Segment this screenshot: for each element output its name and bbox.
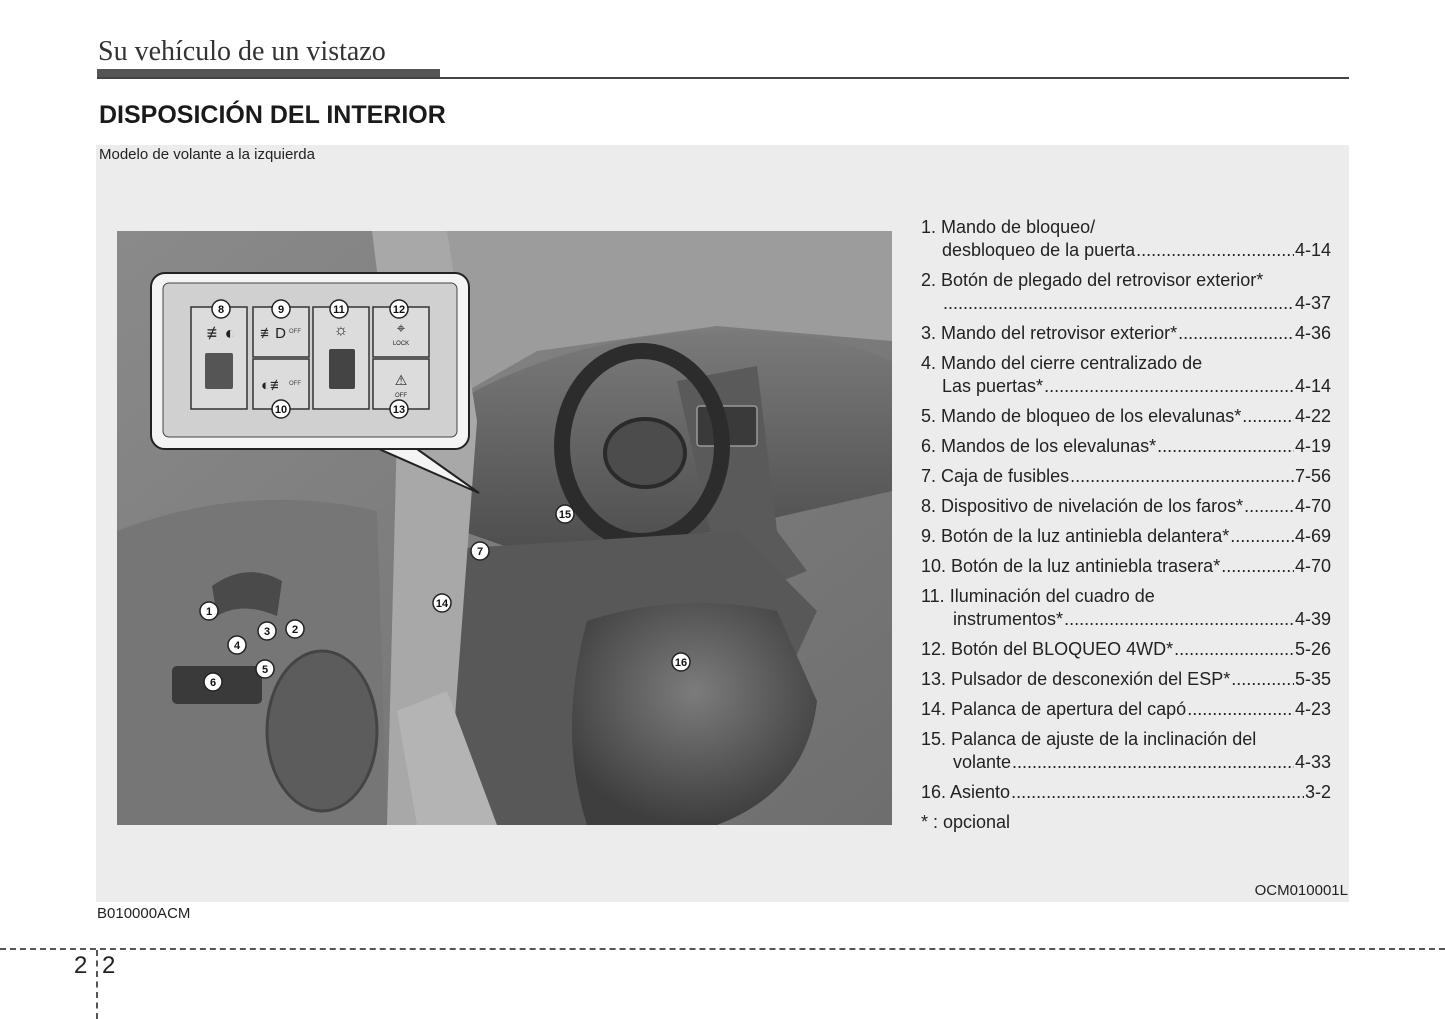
page-number: 2 [102, 952, 116, 979]
list-item [921, 638, 1331, 661]
svg-text:⌖: ⌖ [396, 320, 406, 337]
dot-leader [1187, 698, 1294, 721]
section-title: DISPOSICIÓN DEL INTERIOR [99, 101, 446, 129]
list-item-page: 4-70 [1294, 556, 1331, 576]
svg-text:≢◐: ≢◐ [206, 323, 236, 343]
list-item-label: 9. Botón de la luz antiniebla delantera* [921, 526, 1230, 546]
callout-number: 2 [291, 624, 299, 636]
figure-code: OCM010001L [1254, 882, 1348, 899]
callout-marker [212, 300, 230, 318]
dot-leader [1242, 405, 1294, 428]
header-rule-thin [97, 77, 1349, 79]
list-item-page: 4-22 [1294, 406, 1331, 426]
callout-number: 1 [205, 606, 213, 618]
list-item [921, 352, 1331, 398]
svg-text:☼: ☼ [333, 322, 349, 339]
lock-label: LOCK [392, 341, 410, 347]
list-item-page: 4-14 [1294, 376, 1331, 396]
list-item-label: 16. Asiento [921, 782, 1011, 802]
dot-leader [1230, 525, 1294, 548]
callout-number: 5 [261, 664, 269, 676]
callout-number: 3 [263, 626, 271, 638]
list-item-page: 4-37 [1294, 293, 1331, 313]
fog-rear-label: OFF [289, 381, 301, 387]
list-item-label: instrumentos* [953, 609, 1064, 629]
callout-marker [672, 653, 690, 671]
callout-number: 7 [476, 546, 484, 558]
list-item-label: 6. Mandos de los elevalunas* [921, 436, 1157, 456]
list-item-label: 13. Pulsador de desconexión del ESP* [921, 669, 1231, 689]
list-item [921, 269, 1331, 315]
callout-number: 14 [435, 598, 449, 610]
callout-marker [390, 400, 408, 418]
dot-leader [1070, 465, 1294, 488]
list-item-page: 3-2 [1304, 782, 1331, 802]
list-item-first-line: 1. Mando de bloqueo/ [921, 217, 1096, 237]
dot-leader [1011, 781, 1304, 804]
dot-leader [1221, 555, 1294, 578]
steering-hub [605, 419, 685, 487]
callout-marker [471, 542, 489, 560]
list-item-page: 7-56 [1294, 466, 1331, 486]
list-item-label: 12. Botón del BLOQUEO 4WD* [921, 639, 1174, 659]
list-item-page: 4-36 [1294, 323, 1331, 343]
list-item-label: Las puertas* [942, 376, 1044, 396]
callout-number: 6 [209, 677, 217, 689]
page-chapter-number: 2 [74, 952, 88, 979]
list-item-page: 4-23 [1294, 699, 1331, 719]
list-item-label: 5. Mando de bloqueo de los elevalunas* [921, 406, 1242, 426]
list-item-label: 14. Palanca de apertura del capó [921, 699, 1187, 719]
esp-label: OFF [395, 393, 407, 399]
list-item [921, 322, 1331, 345]
list-item-page: 4-39 [1294, 609, 1331, 629]
running-header: Su vehículo de un vistazo [98, 36, 386, 67]
list-item [921, 405, 1331, 428]
callout-marker [258, 622, 276, 640]
dot-leader [1157, 435, 1294, 458]
list-item [921, 525, 1331, 548]
callout-number: 8 [217, 304, 225, 316]
callout-number: 10 [274, 404, 288, 416]
callout-number: 4 [233, 640, 241, 652]
fog-front-label: OFF [289, 329, 301, 335]
dot-leader [1064, 608, 1294, 631]
list-item [921, 781, 1331, 804]
callout-number: 9 [277, 304, 285, 316]
list-item [921, 585, 1331, 631]
dot-leader [1178, 322, 1294, 345]
dot-leader [1012, 751, 1294, 774]
item-list [921, 216, 1331, 834]
list-item [921, 728, 1331, 774]
dot-leader [1044, 375, 1294, 398]
dot-leader [943, 292, 1294, 315]
list-item [921, 216, 1331, 262]
list-item-label: 3. Mando del retrovisor exterior* [921, 323, 1178, 343]
callout-marker [256, 660, 274, 678]
callout-number: 12 [392, 304, 406, 316]
list-item-first-line: 11. Iluminación del cuadro de [921, 586, 1155, 606]
callout-marker [200, 602, 218, 620]
dot-leader [1244, 495, 1294, 518]
list-item [921, 668, 1331, 691]
svg-text:⚠: ⚠ [394, 372, 408, 388]
list-item-label: volante [953, 752, 1012, 772]
svg-text:≢D: ≢D [260, 325, 286, 342]
list-item-page: 5-26 [1294, 639, 1331, 659]
callout-number: 16 [674, 657, 688, 669]
callout-marker [272, 400, 290, 418]
list-item [921, 465, 1331, 488]
callout-marker [228, 636, 246, 654]
list-item [921, 495, 1331, 518]
callout-number: 13 [392, 404, 406, 416]
list-item-label: 7. Caja de fusibles [921, 466, 1070, 486]
callout-marker [390, 300, 408, 318]
list-item-page: 4-69 [1294, 526, 1331, 546]
list-item-page: 4-33 [1294, 752, 1331, 772]
list-item-page: 4-70 [1294, 496, 1331, 516]
dot-leader [1136, 239, 1294, 262]
list-item [921, 698, 1331, 721]
optional-note: * : opcional [921, 812, 1011, 832]
callout-marker [286, 620, 304, 638]
callout-number: 11 [333, 304, 345, 316]
list-item-label: 8. Dispositivo de nivelación de los faros* [921, 496, 1244, 516]
list-item [921, 555, 1331, 578]
callout-marker [204, 673, 222, 691]
callout-number: 15 [558, 509, 572, 521]
callout-marker [272, 300, 290, 318]
interior-illustration [117, 231, 892, 825]
speaker [267, 651, 377, 811]
list-item-label: desbloqueo de la puerta [942, 240, 1136, 260]
figure-caption: Modelo de volante a la izquierda [99, 146, 315, 163]
list-item-first-line: 15. Palanca de ajuste de la inclinación del [921, 729, 1257, 749]
callout-marker [556, 505, 574, 523]
list-item-first-line: 4. Mando del cierre centralizado de [921, 353, 1203, 373]
dot-leader [1231, 668, 1294, 691]
document-code: B010000ACM [97, 905, 191, 922]
list-item [921, 435, 1331, 458]
callout-marker [330, 300, 348, 318]
footer-dashed-rule [0, 948, 1445, 950]
dot-leader [1174, 638, 1294, 661]
list-item-page: 4-14 [1294, 240, 1331, 260]
callout-marker [433, 594, 451, 612]
svg-text:◐≢: ◐≢ [260, 377, 286, 394]
list-item-first-line: 2. Botón de plegado del retrovisor exterior* [921, 270, 1264, 290]
list-item-page: 4-19 [1294, 436, 1331, 456]
list-item-label: 10. Botón de la luz antiniebla trasera* [921, 556, 1221, 576]
footer-dashed-divider [96, 950, 98, 1019]
list-item-page: 5-35 [1294, 669, 1331, 689]
